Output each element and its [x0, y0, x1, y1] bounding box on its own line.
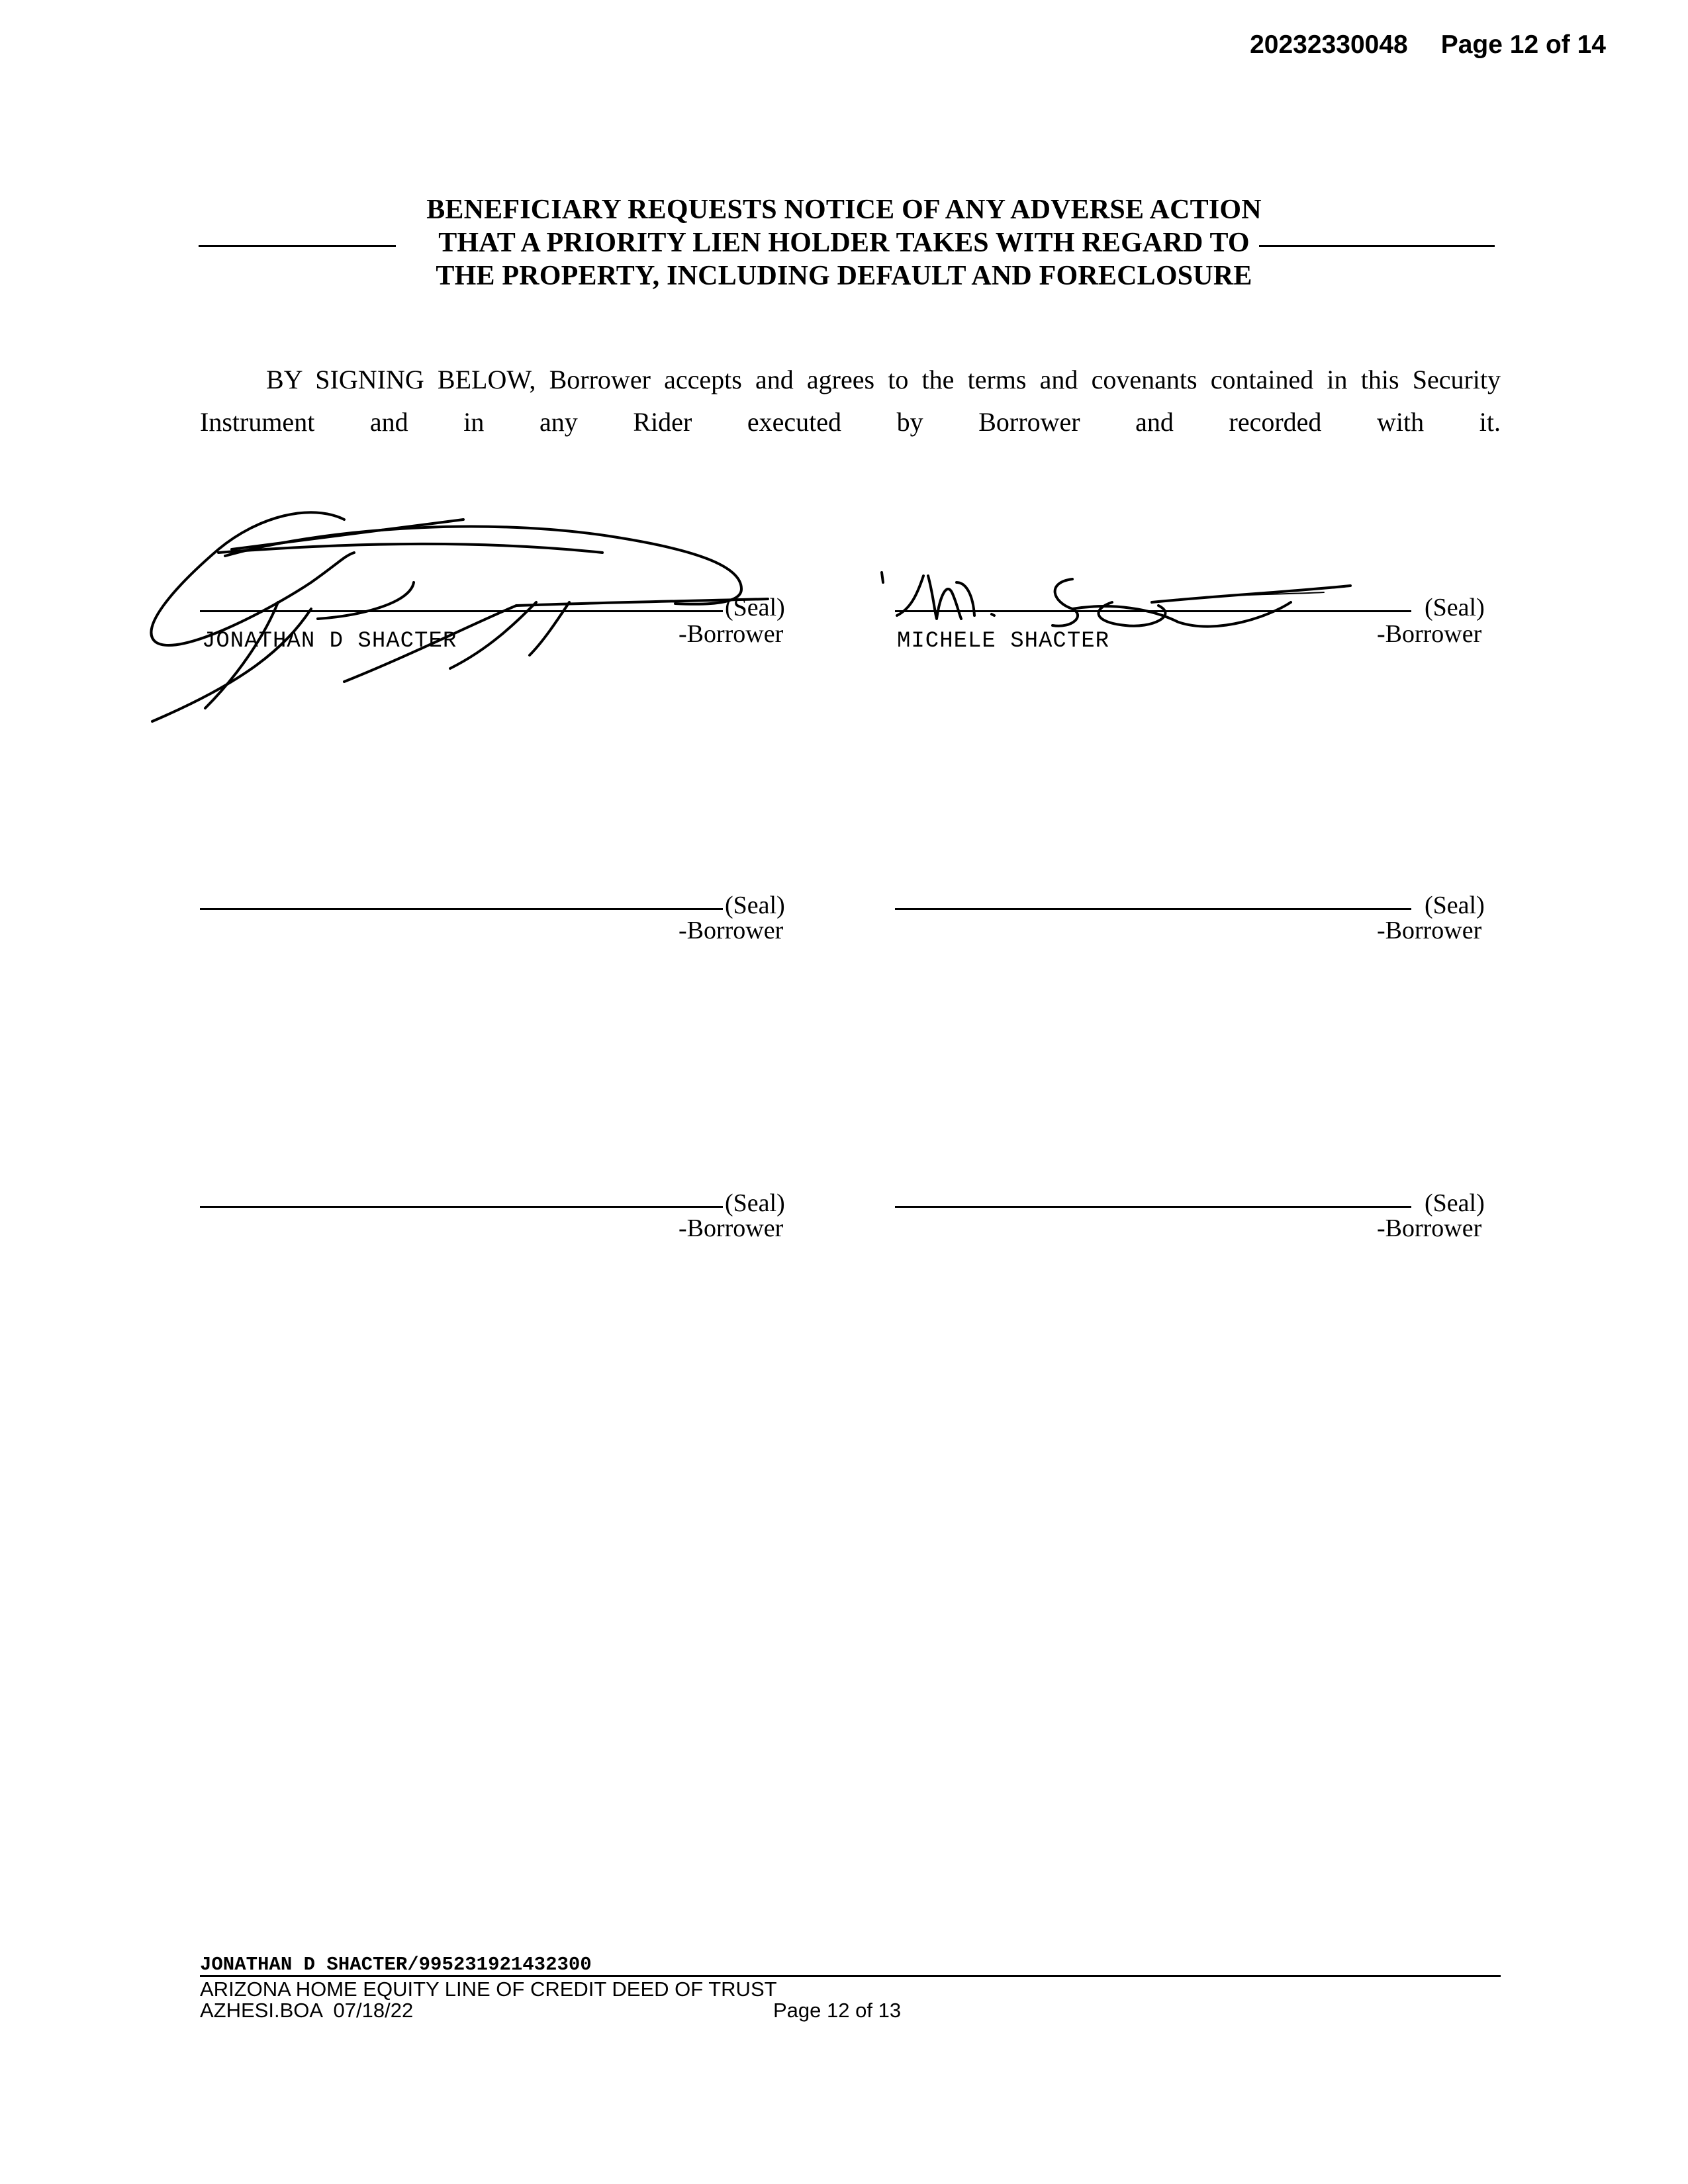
footer-form-code: AZHESI.BOA 07/18/22 [200, 1999, 414, 2022]
borrower-role-label: -Borrower [679, 917, 784, 944]
borrower-role-label: -Borrower [1377, 620, 1482, 648]
signature-line [895, 908, 1411, 910]
signature-line [895, 1206, 1411, 1208]
seal-label: (Seal) [725, 594, 785, 621]
borrower-role-label: -Borrower [679, 620, 784, 648]
heading-right-rule [1259, 245, 1495, 247]
signing-statement [200, 359, 1501, 486]
recording-header [1250, 30, 1606, 60]
printed-name: JONATHAN D SHACTER [202, 629, 457, 654]
borrower-role-label: -Borrower [1377, 917, 1482, 944]
footer-borrower-loan: JONATHAN D SHACTER/995231921432300 [200, 1954, 592, 1976]
signature-michele-shacter [874, 556, 1403, 655]
seal-label: (Seal) [1425, 594, 1485, 621]
footer-form-title: ARIZONA HOME EQUITY LINE OF CREDIT DEED OF TRUST [200, 1978, 777, 2001]
heading-line-1: BENEFICIARY REQUESTS NOTICE OF ANY ADVERSE ACTION [426, 195, 1262, 225]
borrower-role-label: -Borrower [1377, 1214, 1482, 1242]
seal-label: (Seal) [1425, 1189, 1485, 1217]
seal-label: (Seal) [725, 1189, 785, 1217]
signing-statement-lead: BY SIGNING BELOW, [266, 365, 536, 394]
footer-page-number: Page 12 of 13 [773, 1999, 902, 2022]
signature-line [200, 1206, 723, 1208]
signature-line [200, 908, 723, 910]
heading-line-3: THE PROPERTY, INCLUDING DEFAULT AND FORECLOSURE [436, 261, 1252, 291]
borrower-role-label: -Borrower [679, 1214, 784, 1242]
signature-jonathan-shacter [146, 490, 784, 728]
signing-statement-text: Borrower accepts and agrees to the terms and covenants contained in this Security Instrument and in any Rider executed by Borrower and recorded with it. [200, 365, 1501, 437]
heading-left-rule [199, 245, 396, 247]
recording-number: 20232330048 [1250, 30, 1408, 59]
recording-page-label: Page 12 of 14 [1440, 30, 1606, 59]
printed-name: MICHELE SHACTER [897, 629, 1110, 654]
heading-line-2: THAT A PRIORITY LIEN HOLDER TAKES WITH REGARD TO [438, 228, 1250, 258]
footer-rule [200, 1975, 1501, 1977]
seal-label: (Seal) [1425, 891, 1485, 919]
seal-label: (Seal) [725, 891, 785, 919]
